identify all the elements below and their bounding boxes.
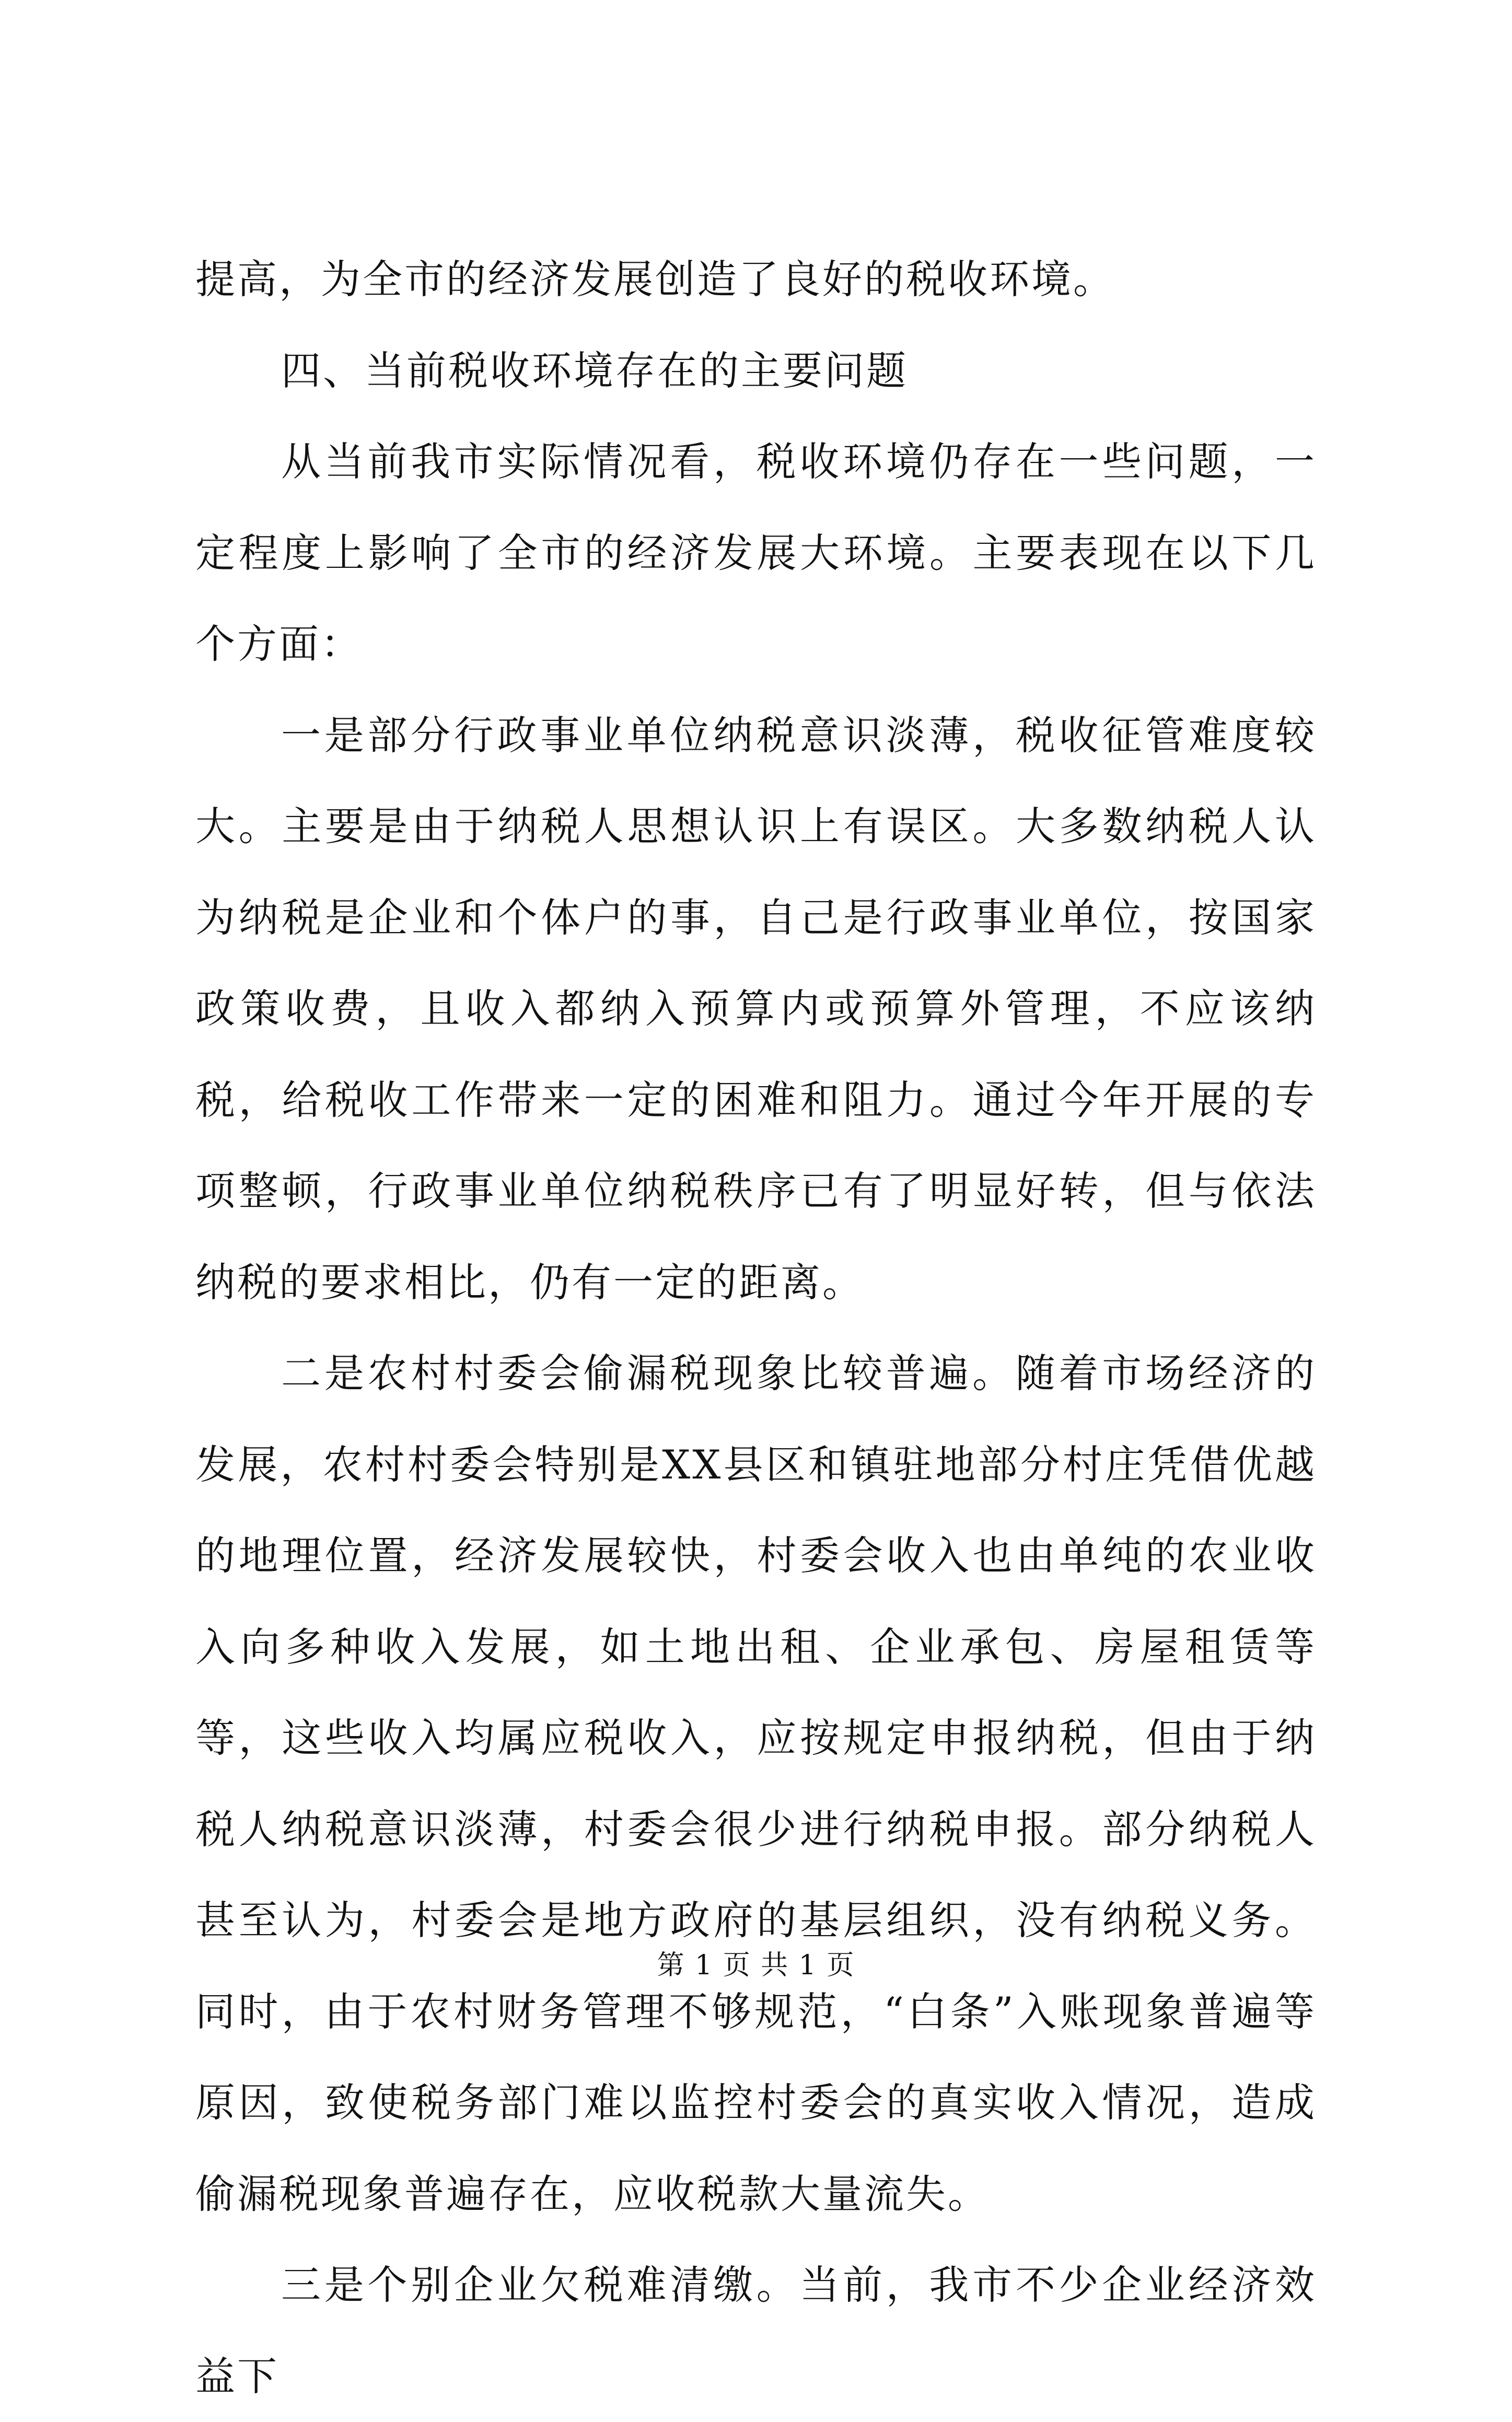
page-footer: 第 1 页 共 1 页 [657,1950,855,1981]
paragraph-2: 从当前我市实际情况看，税收环境仍存在一些问题，一定程度上影响了全市的经济发展大环境。主要表现在以下几个方面： [195,438,1317,667]
section-heading: 四、当前税收环境存在的主要问题 [281,347,908,394]
paragraph-1: 提高，为全市的经济发展创造了良好的税收环境。 [195,256,1115,302]
paragraph-3: 一是部分行政事业单位纳税意识淡薄，税收征管难度较大。主要是由于纳税人思想认识上有误区。大多数纳税人认为纳税是企业和个体户的事，自己是行政事业单位，按国家政策收费，且收入都纳入预算内或预算外管理，不应该纳税，给税收工作带来一定的困难和阻力。通过今年开展的专项整顿，行政事业单位纳税秩序已有了明显好转，但与依法纳税的要求相比，仍有一定的距离。 [195,712,1317,1306]
document-body [195,234,1317,2422]
paragraph-4: 二是农村村委会偷漏税现象比较普遍。随着市场经济的发展，农村村委会特别是XX县区和镇驻地部分村庄凭借优越的地理位置，经济发展较快，村委会收入也由单纯的农业收入向多种收入发展，如土地出租、企业承包、房屋租赁等等，这些收入均属应税收入，应按规定申报纳税，但由于纳税人纳税意识淡薄，村委会很少进行纳税申报。部分纳税人甚至认为，村委会是地方政府的基层组织，没有纳税义务。同时，由于农村财务管理不够规范，“白条”入账现象普遍等原因，致使税务部门难以监控村委会的真实收入情况，造成偷漏税现象普遍存在，应收税款大量流失。 [195,1350,1317,2217]
paragraph-5: 三是个别企业欠税难清缴。当前，我市不少企业经济效益下 [195,2262,1317,2400]
